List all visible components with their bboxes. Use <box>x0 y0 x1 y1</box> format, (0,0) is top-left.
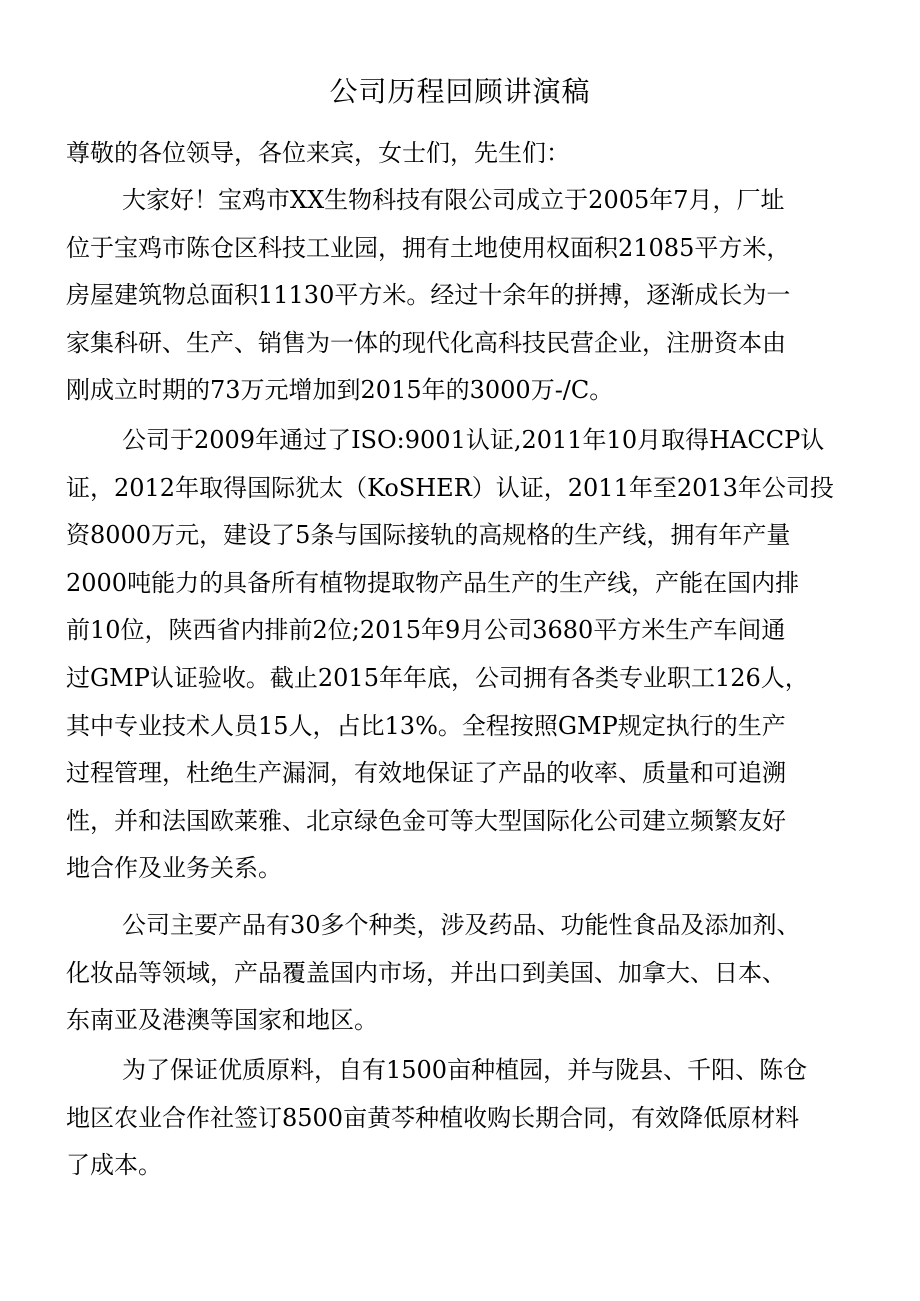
paragraph-certifications <box>66 417 866 893</box>
paragraph-line: 资8000万元，建设了5条与国际接轨的高规格的生产线，拥有年产量 <box>66 521 791 550</box>
document-title: 公司历程回顾讲演稿 <box>329 75 591 108</box>
paragraph-raw-materials <box>66 1047 866 1190</box>
paragraph-line: 了成本。 <box>66 1151 162 1180</box>
paragraph-line: 大家好！宝鸡市XX生物科技有限公司成立于2005年7月，厂址 <box>122 186 785 214</box>
paragraph-line: 2000吨能力的具备所有植物提取物产品生产的生产线，产能在国内排 <box>66 568 800 597</box>
paragraph-line: 公司主要产品有30多个种类，涉及药品、功能性食品及添加剂、 <box>122 911 801 939</box>
paragraph-line: 家集科研、生产、销售为一体的现代化高科技民营企业，注册资本由 <box>66 328 786 357</box>
paragraph-line: 地合作及业务关系。 <box>66 854 282 883</box>
paragraph-line: 位于宝鸡市陈仓区科技工业园，拥有土地使用权面积21085平方米， <box>66 233 791 262</box>
paragraph-line: 东南亚及港澳等国家和地区。 <box>66 1006 378 1035</box>
paragraph-line: 刚成立时期的73万元增加到2015年的3000万-/C。 <box>66 376 614 405</box>
paragraph-line: 过GMP认证验收。截止2015年年底，公司拥有各类专业职工126人， <box>66 663 809 692</box>
paragraph-company-founding <box>66 177 866 415</box>
paragraph-line: 公司于2009年通过了ISO:9001认证,2011年10月取得HACCP认 <box>122 426 825 454</box>
paragraph-line: 化妆品等领域，产品覆盖国内市场，并出口到美国、加拿大、日本、 <box>66 958 786 987</box>
paragraph-line: 地区农业合作社签订8500亩黄芩种植收购长期合同，有效降低原材料 <box>66 1103 800 1132</box>
paragraph-line: 性，并和法国欧莱雅、北京绿色金可等大型国际化公司建立频繁友好 <box>66 806 786 835</box>
paragraph-line: 其中专业技术人员15人，占比13%。全程按照GMP规定执行的生产 <box>66 711 786 740</box>
salutation: 尊敬的各位领导，各位来宾，女士们，先生们： <box>66 139 570 167</box>
paragraph-line: 房屋建筑物总面积11130平方米。经过十余年的拼搏，逐渐成长为一 <box>66 281 791 310</box>
paragraph-line: 证，2012年取得国际犹太（KoSHER）认证，2011年至2013年公司投 <box>66 473 834 502</box>
paragraph-line: 过程管理，杜绝生产漏洞，有效地保证了产品的收率、质量和可追溯 <box>66 759 786 788</box>
paragraph-line: 前10位，陕西省内排前2位;2015年9月公司3680平方米生产车间通 <box>66 616 786 645</box>
paragraph-products <box>66 902 866 1045</box>
paragraph-line: 为了保证优质原料，自有1500亩种植园，并与陇县、千阳、陈仓 <box>122 1056 808 1084</box>
